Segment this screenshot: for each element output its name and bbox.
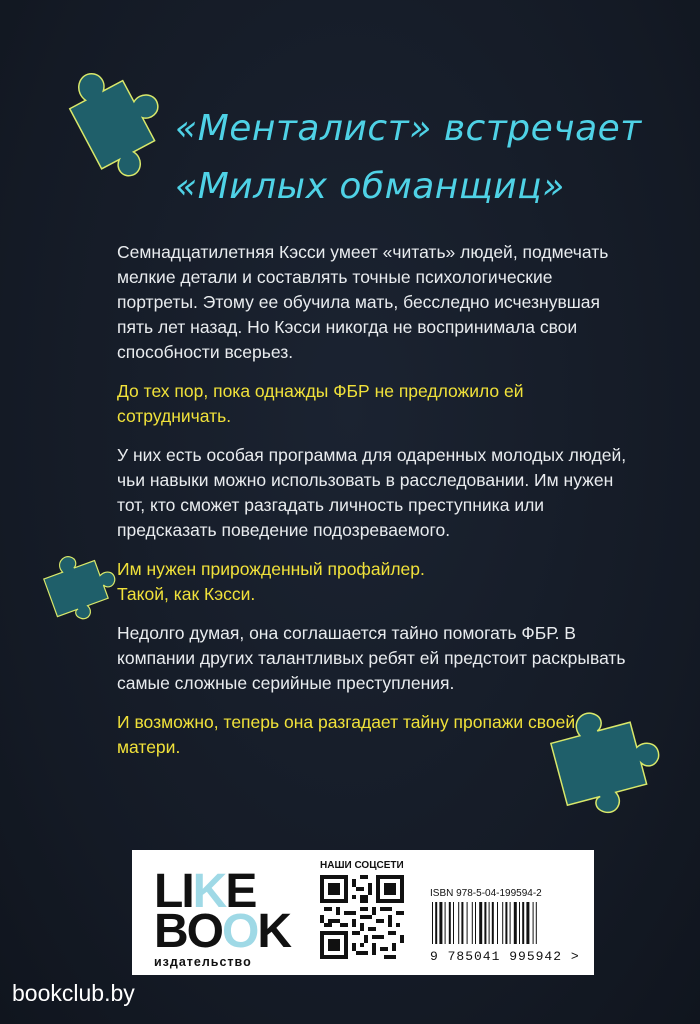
blurb-paragraph-5: Недолго думая, она соглашается тайно помогать ФБР. В компании других талантливых ребят ей предстоит раскрывать самые сложные серийные преступления. <box>117 623 626 693</box>
barcode-bar <box>467 902 468 944</box>
barcode-bar <box>432 902 433 944</box>
logo-text-k: K <box>192 865 226 918</box>
logo-text-li: LI <box>154 865 193 918</box>
barcode-bar <box>502 902 503 944</box>
barcode-bar <box>479 902 482 944</box>
barcode-bar <box>458 902 459 944</box>
barcode-bar <box>497 902 498 944</box>
barcode-bar <box>449 902 451 944</box>
barcode-bar <box>533 902 534 944</box>
barcode-bar <box>492 902 494 944</box>
barcode-bar <box>489 902 490 944</box>
barcode-block <box>430 888 580 964</box>
blurb-paragraph-4 <box>117 557 637 607</box>
puzzle-piece-icon <box>30 545 130 625</box>
barcode-icon <box>430 902 578 944</box>
qr-code-icon[interactable] <box>320 875 404 959</box>
logo-text-o: O <box>222 905 258 958</box>
isbn-label: ISBN 978-5-04-199594-2 <box>430 888 542 899</box>
likebook-logo <box>154 865 294 969</box>
logo-row-2 <box>154 905 294 958</box>
qr-block <box>320 860 410 964</box>
blurb-line-4b: Такой, как Кэсси. <box>117 584 256 604</box>
blurb-paragraph-1: Семнадцатилетняя Кэсси умеет «читать» людей, подмечать мелкие детали и составлять точные психологические портреты. Этому ее обучила мать, бесследно исчезнувшая пять лет назад. Но Кэсси никогда не воспринимала свои способности всерьез. <box>117 242 609 362</box>
barcode-bar <box>526 902 529 944</box>
barcode-bar <box>439 902 442 944</box>
logo-text-k2: K <box>257 905 291 958</box>
blurb-line-4a: Им нужен прирожденный профайлер. <box>117 559 425 579</box>
barcode-bar <box>453 902 454 944</box>
barcode-bar <box>522 902 524 944</box>
barcode-bar <box>519 902 520 944</box>
tagline-line-2: «Милых обманщиц» <box>175 166 565 207</box>
tagline-line-1: «Менталист» встречает <box>175 108 642 149</box>
barcode-bar <box>472 902 473 944</box>
logo-text-bo: BO <box>154 905 222 958</box>
tagline-headline <box>175 100 655 216</box>
publisher-panel <box>132 850 594 975</box>
barcode-bar <box>461 902 463 944</box>
barcode-bar <box>445 902 446 944</box>
barcode-bar <box>536 902 537 944</box>
logo-text-e: E <box>225 865 256 918</box>
blurb-paragraph-2: До тех пор, пока однажды ФБР не предложило ей сотрудничать. <box>117 381 524 426</box>
blurb <box>117 240 637 774</box>
blurb-paragraph-3: У них есть особая программа для одаренных молодых людей, чьи навыки можно использовать в расследовании. Им нужен тот, кто сможет разгадать личность преступника или предсказать поведение подозреваемого. <box>117 445 627 540</box>
blurb-paragraph-6: И возможно, теперь она разгадает тайну пропажи своей матери. <box>117 712 576 757</box>
barcode-bar <box>505 902 507 944</box>
barcode-bar <box>484 902 486 944</box>
logo-subtitle: издательство <box>154 955 252 969</box>
barcode-number: 9 785041 995942 > <box>430 949 580 964</box>
barcode-bar <box>435 902 437 944</box>
watermark-site: bookclub.by <box>12 980 135 1006</box>
qr-title: НАШИ СОЦСЕТИ <box>320 860 404 871</box>
barcode-bar <box>510 902 511 944</box>
barcode-bar <box>475 902 476 944</box>
puzzle-piece-icon <box>60 55 170 205</box>
barcode-bar <box>514 902 517 944</box>
